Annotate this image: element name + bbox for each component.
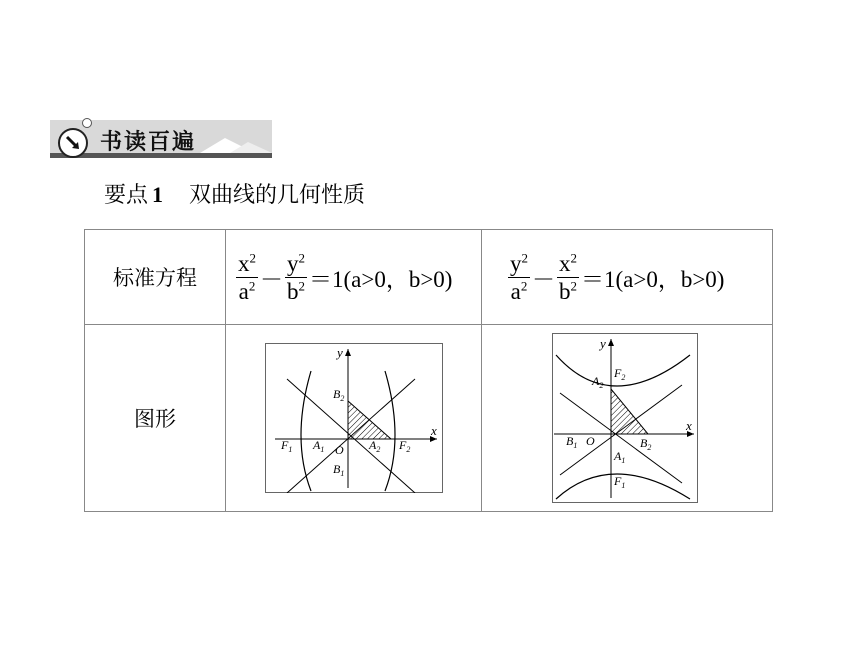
y-axis-label: y — [336, 345, 343, 360]
label-f2: $F_2$ — [614, 366, 626, 382]
label-f1: $F_1$ — [614, 474, 626, 490]
heading-number: 1 — [152, 182, 164, 207]
label-b1: $B_1$ — [332, 462, 344, 478]
label-origin: O — [586, 434, 595, 448]
arrow-circle-icon — [58, 128, 88, 158]
equation-horizontal: $\frac{x^2}{a^2}$ － $\frac{y^2}{b^2}$ ＝1(a>0，b>0) — [226, 230, 482, 325]
label-a1: $A_1$ — [312, 438, 324, 454]
label-b1: $B_1$ — [566, 434, 578, 450]
label-origin: O — [334, 443, 344, 457]
graph-cell-vertical — [482, 325, 773, 512]
decor-circle-icon — [82, 118, 92, 128]
label-f1: $F_1$ — [280, 438, 292, 454]
badge-label: 书读百遍 — [100, 130, 197, 155]
label-f2: $F_2$ — [398, 438, 410, 454]
heading-title: 双曲线的几何性质 — [189, 183, 366, 208]
x-axis-label: x — [686, 418, 692, 433]
heading-prefix: 要点 — [104, 183, 149, 208]
properties-table — [84, 229, 773, 512]
x-axis-label: x — [430, 423, 437, 438]
label-a2: $A_2$ — [592, 374, 604, 390]
row-header-equation: 标准方程 — [85, 230, 226, 325]
section-heading — [104, 178, 365, 209]
hyperbola-horizontal-graph — [265, 343, 443, 493]
section-badge — [50, 110, 272, 158]
y-axis-label: y — [600, 336, 606, 351]
label-b2: $B_2$ — [332, 387, 344, 403]
graph-cell-horizontal — [226, 325, 482, 512]
label-b2: $B_2$ — [640, 436, 652, 452]
hyperbola-vertical-graph — [552, 333, 698, 503]
equation-vertical: $\frac{y^2}{a^2}$ － $\frac{x^2}{b^2}$ ＝1(a>0，b>0) — [482, 230, 773, 325]
label-a1: $A_1$ — [614, 449, 626, 465]
row-header-graph: 图形 — [85, 325, 226, 512]
label-a2: $A_2$ — [368, 438, 380, 454]
